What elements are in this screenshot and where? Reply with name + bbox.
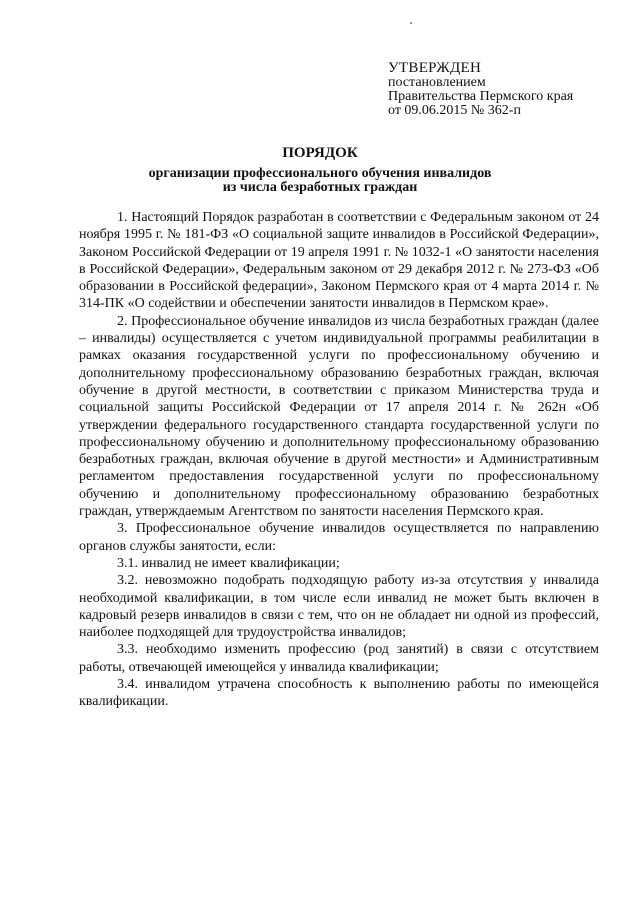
subtitle-line-1: организации профессионального обучения инвалидов xyxy=(148,166,492,181)
paragraph-3: 3. Профессиональное обучение инвалидов осуществляется по направлению органов службы занятости, если: xyxy=(79,521,599,554)
document-subtitle xyxy=(90,167,550,195)
approval-heading: УТВЕРЖДЕН xyxy=(388,60,482,76)
scan-speck xyxy=(410,22,412,24)
paragraph-3-2: 3.2. невозможно подобрать подходящую работу из-за отсутствия у инвалида необходимой квалификации, в том числе если инвалид не может быть включен в кадровый резерв инвалидов в связи с тем, что он не обладает ни одной из профессий, наиболее подходящей для трудоустройства инвалидов; xyxy=(79,573,599,641)
approval-line-resolution: постановлением xyxy=(388,75,486,90)
paragraph-1: 1. Настоящий Порядок разработан в соответствии с Федеральным законом от 24 ноября 1995 г. № 181-ФЗ «О социальной защите инвалидов в Российской Федерации», Законом Российской Федерации от 19 апреля 1991 г. № 1032-1 «О занятости населения в Российской Федерации», Федеральным законом от 29 декабря 2012 г. № 273-ФЗ «Об образовании в Российской федерации», Законом Пермского края от 4 марта 2014 г. № 314-ПК «О содействии и обеспечении занятости инвалидов в Пермском крае». xyxy=(79,210,599,312)
paragraph-3-3: 3.3. необходимо изменить профессию (род занятий) в связи с отсутствием работы, отвечающей имеющейся у инвалида квалификации; xyxy=(79,642,599,675)
paragraph-2: 2. Профессиональное обучение инвалидов из числа безработных граждан (далее – инвалиды) осуществляется с учетом индивидуальной программы реабилитации в рамках оказания государственной услуги по профессиональному обучению и дополнительному профессиональному образованию безработных граждан, включая обучение в другой местности, в соответствии с приказом Министерства труда и социальной защиты Российской Федерации от 17 апреля 2014 г. № 262н «Об утверждении федерального государственного стандарта государственной услуги по профессиональному обучению и дополнительному профессиональному образованию безработных граждан, включая обучение в другой местности» и Административным регламентом предоставления государственной услуги по профессиональному обучению и дополнительному профессиональному образованию безработных граждан, утверждаемым Агентством по занятости населения Пермского края. xyxy=(79,313,599,520)
approval-stamp-block xyxy=(388,60,623,118)
approval-line-government: Правительства Пермского края xyxy=(388,89,574,104)
paragraph-3-1: 3.1. инвалид не имеет квалификации; xyxy=(117,555,340,571)
subtitle-line-2: из числа безработных граждан xyxy=(222,180,418,195)
document-title: ПОРЯДОК xyxy=(282,145,358,161)
approval-line-date-number: от 09.06.2015 № 362-п xyxy=(388,103,521,118)
document-body xyxy=(79,209,599,711)
paragraph-3-4: 3.4. инвалидом утрачена способность к выполнению работы по имеющейся квалификации. xyxy=(79,677,599,710)
